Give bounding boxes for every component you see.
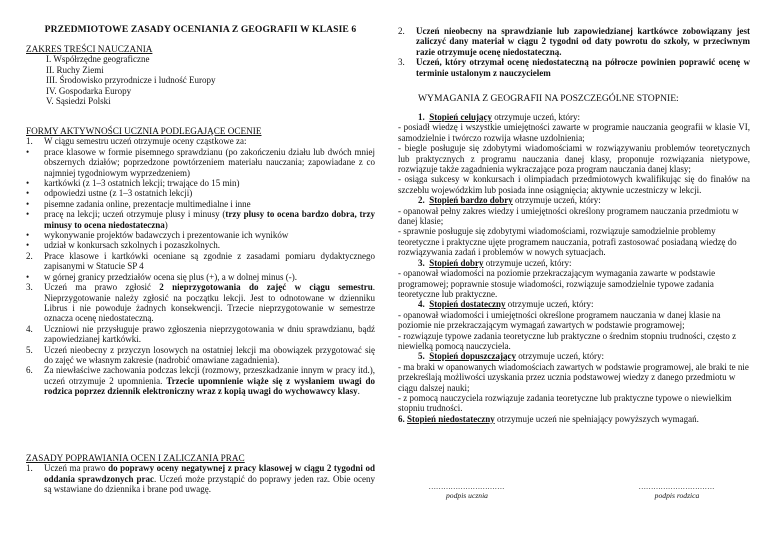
requirement-text: - opanował pełny zakres wiedzy i umiejętności określony programem nauczania przedmiotu w danej klasie; — [398, 205, 739, 227]
list-item: • prace klasowe w formie pisemnego sprawdzianu (po zakończeniu działu lub dwóch mniej obszernych działów; poprzedzone powtórzeniem materiału nauczania; zapowiadane z co najmniej tygodniowym wyprzedzeniem) — [26, 146, 375, 178]
list-item: • udział w konkursach szkolnych i pozaszkolnych. — [26, 240, 220, 251]
requirement-text: - osiąga sukcesy w konkursach i olimpiadach przedmiotowych kwalifikując się do finałów na szczeblu wojewódzkim lub posiada inne osiągnięcia; aktywnie uczestniczy w lekcji. — [398, 174, 750, 195]
requirement-text: - opanował wiadomości na poziomie przekraczającym wymagania zawarte w podstawie programowej; poprawnie stosuje wiadomości, rozwiązuje samodzielnie typowe zadania teoretyczne lub praktyczne. — [398, 268, 716, 299]
list-item: IV. Gospodarka Europy — [46, 85, 132, 96]
list-item: 2. Prace klasowe i kartkówki oceniane są zgodnie z zasadami pomiaru dydaktycznego zapisanymi w Statucie SP 4 — [26, 250, 375, 272]
parent-signature — [612, 482, 742, 500]
list-item: 5. Uczeń nieobecny z przyczyn losowych na ostatniej lekcji ma obowiązek przygotować się do zajęć we własnym zakresie (nadrobić omawiane zagadnienia). — [26, 344, 375, 365]
signature-line: …………………………. — [428, 482, 506, 491]
content-scope-list — [26, 54, 375, 106]
list-item: III. Środowisko przyrodnicze i ludność Europy — [46, 75, 216, 86]
student-signature — [402, 482, 532, 500]
requirement-text: - rozwiązuje typowe zadania teoretyczne lub praktyczne o średnim stopniu trudności, często z niewielką pomocą nauczyciela. — [398, 330, 737, 351]
content-scope-heading: ZAKRES TREŚCI NAUCZANIA — [26, 44, 153, 54]
signature-label: podpis rodzica — [654, 491, 700, 500]
list-item: • pracę na lekcji; uczeń otrzymuje plusy i minusy (trzy plusy to ocena bardzo dobra, trzy minusy to ocena niedostateczna) — [26, 209, 375, 230]
requirements-title: WYMAGANIA Z GEOGRAFII NA POSZCZEGÓLNE STOPNIE: — [418, 93, 679, 104]
list-item: • pisemne zadania online, prezentacje multimedialne i inne — [26, 198, 251, 209]
improve-continued — [398, 26, 750, 78]
activity-heading: FORMY AKTYWNOŚCI UCZNIA PODLEGAJĄCE OCENIE — [26, 126, 262, 136]
grade-celujacy: 1. Stopień celujący otrzymuje uczeń, który: — [418, 112, 580, 122]
requirement-text: - ma braki w opanowanych wiadomościach zawartych w podstawie programowej, ale braki te nie przekreślają możliwości uzyskania przez ucznia podstawowej wiedzy z danego przedmiotu w ciągu dalszej nauki; — [398, 361, 749, 393]
requirement-text: - sprawnie posługuje się zdobytymi wiadomościami, rozwiązuje samodzielnie problemy teoretyczne i praktyczne ujęte programem nauczania, potrafi zastosować posiadaną wiedzę do rozwiązywania zadań i problemów w nowych sytuacjach. — [398, 226, 737, 258]
list-item: • kartkówki (z 1–3 ostatnich lekcji; trwające do 15 min) — [26, 178, 240, 189]
grade-dobry: 3. Stopień dobry otrzymuje uczeń, który: — [418, 257, 572, 268]
list-item: • w górnej granicy przedziałów ocena się plus (+), a w dolnej minus (-). — [26, 271, 297, 282]
requirements-section — [398, 112, 750, 424]
list-item: 4. Uczniowi nie przysługuje prawo zgłoszenia nieprzygotowania w dniu sprawdzianu, bądź zapowiedzianej kartkówki. — [26, 323, 375, 345]
list-item: 6. Za niewłaściwe zachowania podczas lekcji (rozmowy, przeszkadzanie innym w pracy itd.), uczeń otrzymuje 2 upomnienia. Trzecie upomnienie wiąże się z wysłaniem uwagi do rodzica poprzez dziennik elektroniczny wraz z kopią uwagi do wychowawcy klasy. — [26, 365, 375, 397]
grade-dostateczny: 4. Stopień dostateczny otrzymuje uczeń, który: — [418, 299, 594, 310]
list-item: 3. Uczeń ma prawo zgłosić 2 nieprzygotowania do zajęć w ciągu semestru. Nieprzygotowanie należy zgłosić na początku lekcji. Jest to odnotowane w dzienniku Librus i nie powoduje żadnych konsekwencji. Trzecie nieprzygotowanie w semestrze oznacza ocenę niedostateczną. — [26, 282, 375, 324]
content-scope-section — [26, 44, 375, 106]
requirement-text: - biegle posługuje się zdobytymi wiadomościami w rozwiązywaniu problemów teoretycznych lub praktycznych z programu nauczania danej klasy, proponuje rozwiązania nietypowe, rozwiązuje także zagadnienia wykraczające poza program nauczania danej klasy; — [398, 143, 750, 175]
grade-bardzo-dobry: 2. Stopień bardzo dobry otrzymuje uczeń, który: — [418, 195, 601, 206]
grade-niedostateczny: 6. Stopień niedostateczny otrzymuje uczeń nie spełniający powyższych wymagań. — [398, 413, 699, 424]
signature-label: podpis ucznia — [446, 491, 488, 500]
list-item: II. Ruchy Ziemi — [46, 64, 104, 75]
improve-section — [26, 453, 375, 495]
grade-dopuszczajacy: 5. Stopień dopuszczający otrzymuje uczeń, który: — [418, 351, 604, 362]
list-item: I. Współrzędne geograficzne — [46, 54, 150, 65]
list-item: • odpowiedzi ustne (z 1–3 ostatnich lekcji) — [26, 188, 193, 199]
requirement-text: - z pomocą nauczyciela rozwiązuje zadania teoretyczne lub praktyczne typowe o niewielkim stopniu trudności. — [398, 392, 732, 414]
list-item: 3. Uczeń, który otrzymał ocenę niedostateczną na półrocze powinien poprawić ocenę w terminie ustalonym z nauczycielem — [398, 57, 750, 78]
requirement-text: - opanował wiadomości i umiejętności określone programem nauczania w danej klasie na poziomie nie przekraczającym wymagań zawartych w podstawie programowej; — [398, 309, 721, 331]
list-item: 1. Uczeń ma prawo do poprawy oceny negatywnej z pracy klasowej w ciągu 2 tygodni od oddania sprawdzonych prac. Uczeń może przystąpić do poprawy jeden raz. Obie oceny są wstawiane do dziennika i brane pod uwagę. — [26, 463, 375, 495]
list-item: 1. W ciągu semestru uczeń otrzymuje oceny cząstkowe za: — [26, 136, 247, 147]
signature-line: …………………………. — [638, 482, 716, 491]
improve-heading: ZASADY POPRAWIANIA OCEN I ZALICZANIA PRAC — [26, 453, 245, 463]
requirement-text: - posiadł wiedzę i wszystkie umiejętności zawarte w programie nauczania geografii w klasie VI, samodzielnie i twórczo rozwija własne uzdolnienia; — [398, 122, 750, 143]
list-item: 2. Uczeń nieobecny na sprawdzianie lub zapowiedzianej kartkówce zobowiązany jest zaliczyć dany materiał w ciągu 2 tygodni od daty powrotu do szkoły, w przeciwnym razie otrzymuje ocenę niedostateczną. — [398, 26, 750, 57]
page-title: PRZEDMIOTOWE ZASADY OCENIANIA Z GEOGRAFII W KLASIE 6 — [44, 24, 357, 35]
list-item: V. Sąsiedzi Polski — [46, 96, 111, 107]
activity-section — [26, 126, 375, 397]
list-item: • wykonywanie projektów badawczych i prezentowanie ich wyników — [26, 230, 289, 241]
